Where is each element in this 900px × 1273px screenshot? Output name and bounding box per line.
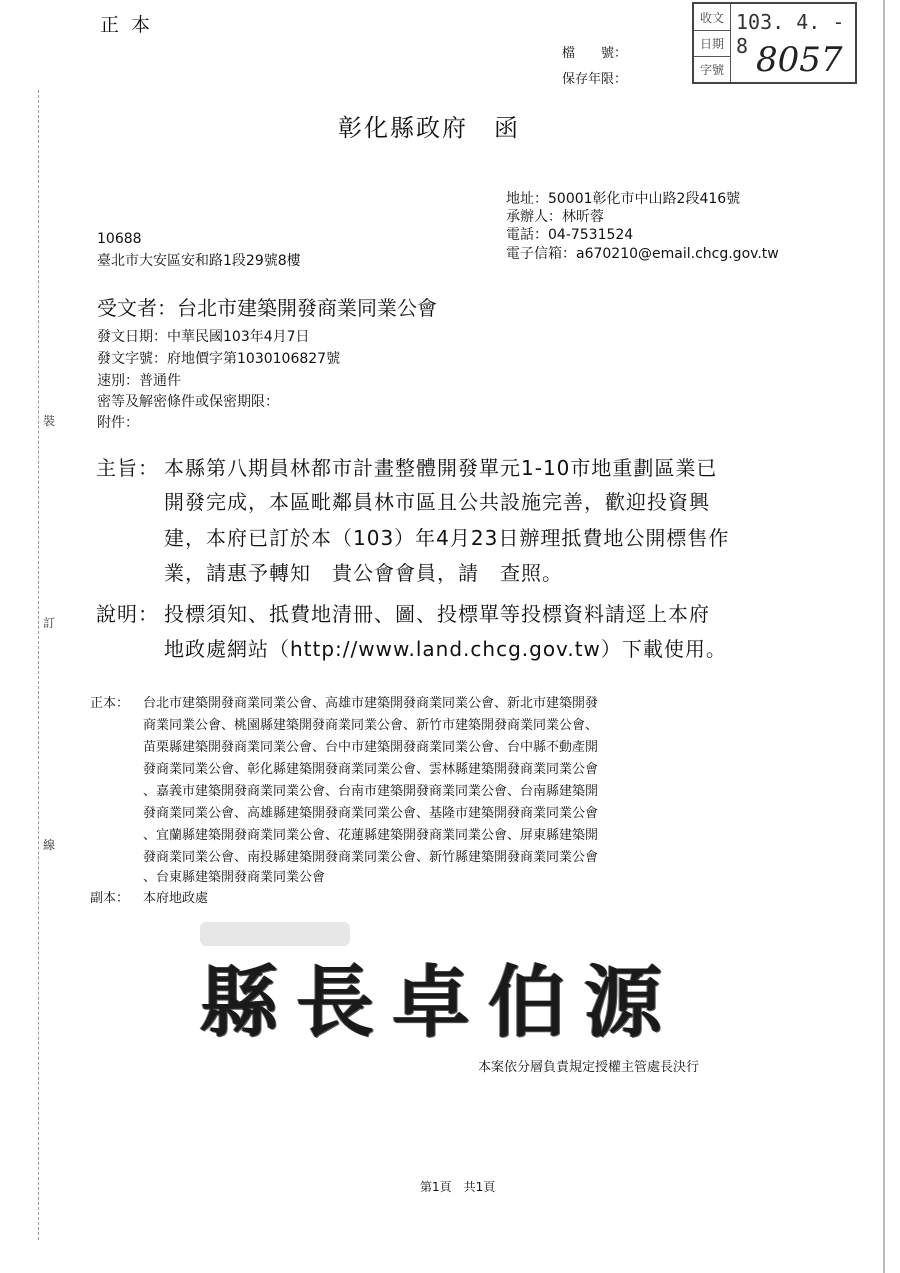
original-recipients-line: 苗栗縣建築開發商業同業公會、台中市建築開發商業同業公會、台中縣不動產開 xyxy=(143,740,599,755)
delivery-speed: 速別：普通件 xyxy=(97,373,181,389)
original-recipients-line: 商業同業公會、桃園縣建築開發商業同業公會、新竹市建築開發商業同業公會、 xyxy=(143,718,599,733)
subject-line: 業，請惠予轉知 貴公會會員，請 查照。 xyxy=(164,561,563,585)
seal-text: 縣長卓伯源 xyxy=(200,957,681,1048)
original-recipients-line: 發商業同業公會、南投縣建築開發商業同業公會、新竹縣建築開發商業同業公會 xyxy=(143,850,599,865)
page-number: 第1頁 共1頁 xyxy=(420,1180,496,1194)
page-edge xyxy=(883,0,885,1273)
explanation-label: 說明： xyxy=(96,602,159,626)
subject-line: 本縣第八期員林都市計畫整體開發單元1-10市地重劃區業已 xyxy=(164,456,718,480)
margin-mark-line: 線 xyxy=(43,838,56,852)
subject-label: 主旨： xyxy=(96,456,159,480)
stamp-label-received: 收文 xyxy=(700,11,725,25)
receipt-stamp xyxy=(692,2,857,84)
copy-type-label: 正 本 xyxy=(100,14,154,36)
original-recipients-line: 發商業同業公會、高雄縣建築開發商業同業公會、基隆市建築開發商業同業公會 xyxy=(143,806,599,821)
retention-period-label: 保存年限： xyxy=(562,72,628,87)
magistrate-seal xyxy=(200,922,700,1048)
explanation-line: 地政處網站（http://www.land.chcg.gov.tw）下載使用。 xyxy=(164,637,727,661)
sender-phone: 電話：04-7531524 xyxy=(506,227,634,243)
sender-contact: 承辦人：林昕蓉 xyxy=(506,209,604,225)
original-recipients-line: 、台東縣建築開發商業同業公會 xyxy=(143,870,326,885)
margin-mark-staple: 訂 xyxy=(43,616,56,630)
document-number: 發文字號：府地價字第1030106827號 xyxy=(97,351,341,367)
delegation-note: 本案依分層負責規定授權主管處長決行 xyxy=(478,1060,700,1075)
copy-recipients: 本府地政處 xyxy=(143,891,209,906)
document-title: 彰化縣政府 函 xyxy=(338,114,520,142)
explanation-line: 投標須知、抵費地清冊、圖、投標單等投標資料請逕上本府 xyxy=(164,602,710,626)
recipient-street: 臺北市大安區安和路1段29號8樓 xyxy=(97,253,301,269)
sender-address: 地址：50001彰化市中山路2段416號 xyxy=(506,191,741,207)
copy-recipients-label: 副本： xyxy=(90,891,130,906)
issue-date: 發文日期：中華民國103年4月7日 xyxy=(97,329,310,345)
subject-line: 建，本府已訂於本（103）年4月23日辦理抵費地公開標售作 xyxy=(164,526,730,550)
original-recipients-line: 發商業同業公會、彰化縣建築開發商業同業公會、雲林縣建築開發商業同業公會 xyxy=(143,762,599,777)
attachment-label: 附件： xyxy=(97,415,139,431)
original-recipients-line: 、宜蘭縣建築開發商業同業公會、花蓮縣建築開發商業同業公會、屏東縣建築開 xyxy=(143,828,599,843)
recipient-zip: 10688 xyxy=(97,231,142,247)
original-recipients-line: 台北市建築開發商業同業公會、高雄市建築開發商業同業公會、新北市建築開發 xyxy=(143,696,599,711)
stamp-label-date: 日期 xyxy=(700,37,725,51)
original-recipients-line: 、嘉義市建築開發商業同業公會、台南市建築開發商業同業公會、台南縣建築開 xyxy=(143,784,599,799)
original-recipients-label: 正本： xyxy=(90,696,130,711)
recipient-line: 受文者：台北市建築開發商業同業公會 xyxy=(97,296,437,320)
stamp-date: 103. 4. - 8 xyxy=(736,10,845,58)
secrecy-level: 密等及解密條件或保密期限： xyxy=(97,394,279,410)
sender-email: 電子信箱：a670210@email.chcg.gov.tw xyxy=(506,246,779,262)
margin-mark-bind: 裝 xyxy=(43,414,56,428)
subject-line: 開發完成，本區毗鄰員林市區且公共設施完善，歡迎投資興 xyxy=(164,490,710,514)
stamp-number: 8057 xyxy=(756,40,843,80)
file-number-label: 檔 號： xyxy=(562,46,628,61)
binding-line xyxy=(38,90,39,1240)
stamp-label-number: 字號 xyxy=(700,63,725,77)
